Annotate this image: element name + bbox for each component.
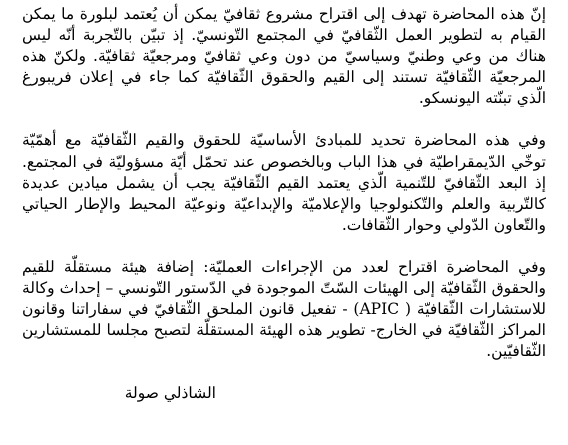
author-signature: الشاذلي صولة <box>124 384 216 403</box>
paragraph-2: وفي هذه المحاضرة تحديد للمبادئ الأساسيّة للحقوق والقيم الثّقافيّة مع أهمّيّة توخّي الدّيمقراطيّة في هذا الباب وبالخصوص عند تحمّل أيّة مسؤوليّة في المجتمع. إذ البعد الثّقافيّ للتّنمية الّذي يعتمد القيم الثّقافيّة يجب أن يشمل ميادين عديدة كالتّربية والعلم والتّكنولوجيا والإعلاميّة والإبداعيّة ونوعيّة المحيط والإطار الحياتي والتّعاون الدّولي وحوار الثّقافات. <box>22 131 546 234</box>
document-page <box>22 4 546 405</box>
paragraph-3: وفي المحاضرة اقتراح لعدد من الإجراءات العمليّة: إضافة هيئة مستقلّة للقيم والحقوق الثّقافيّة إلى الهيئات السّتّ الموجودة في الدّستور التّونسي – إحداث وكالة للاستشارات الثّقافيّة ( APIC) - تفعيل قانون الملحق الثّقافيّ في سفاراتنا وقانون المراكز الثّقافيّة في الخارج- تطوير هذه الهيئة المستقلّة لتصبح مجلسا للمستشارين الثّقافيّين. <box>22 257 546 361</box>
paragraph-1: إنّ هذه المحاضرة تهدف إلى اقتراح مشروع ثقافيّ يمكن أن يُعتمد لبلورة ما يمكن القيام به لتطوير العمل الثّقافيّ في المجتمع التّونسيّ. إذ تبيّن بالتّجربة أنّه ليس هناك من وعي وطنيّ وسياسيّ من دون وعي ثقافيّ ومرجعيّة ثقافيّة. ولكنّ هذه المرجعيّة الثّقافيّة تستند إلى القيم والحقوق الثّقافيّة كما جاء في إعلان فريبورغ الّذي تبنّته اليونسكو. <box>22 5 546 108</box>
